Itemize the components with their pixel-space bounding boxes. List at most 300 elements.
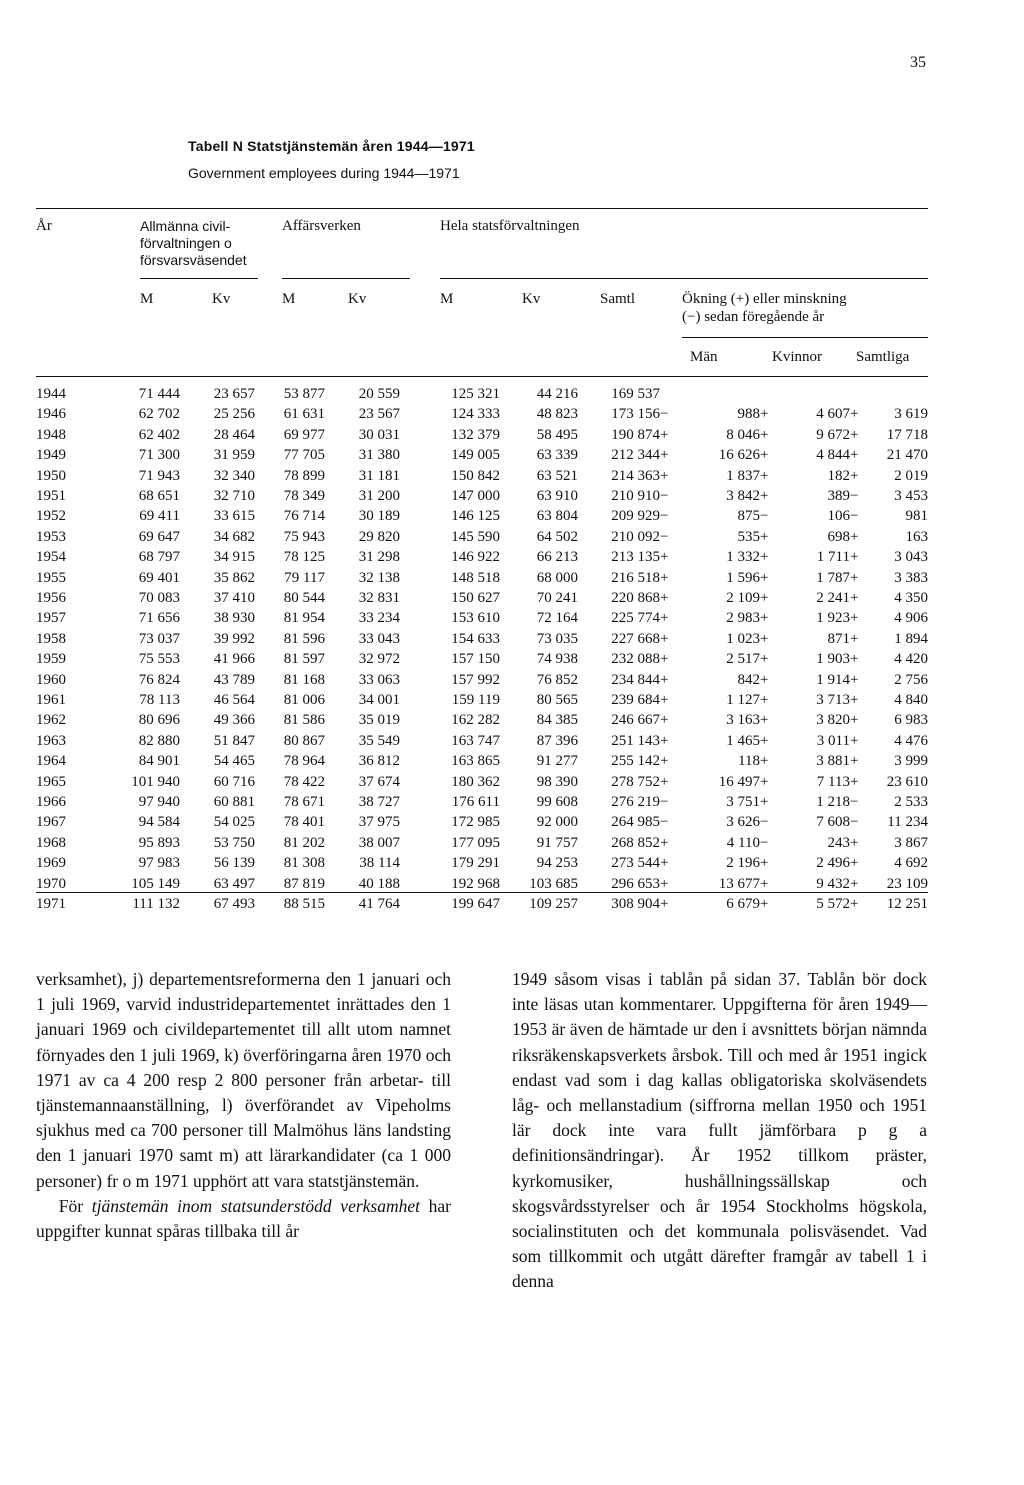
cell-year: 1949 bbox=[36, 447, 66, 464]
change-sign: + bbox=[850, 610, 859, 627]
change-value: 23 109 bbox=[886, 875, 928, 892]
cell-hs: 234 844 bbox=[611, 671, 660, 688]
change-sign: + bbox=[760, 630, 769, 647]
cell-am: 71 444 bbox=[138, 386, 180, 402]
cell-fm: 69 977 bbox=[283, 426, 325, 443]
change-sign: + bbox=[760, 569, 769, 586]
cell-cs bbox=[850, 876, 928, 893]
change-value: 988 bbox=[737, 406, 760, 423]
cell-ckv bbox=[760, 835, 850, 852]
cell-ckv bbox=[760, 814, 850, 831]
cell-akv: 25 256 bbox=[213, 406, 255, 423]
change-value: 1 596 bbox=[726, 569, 760, 586]
change-sign: + bbox=[660, 630, 669, 647]
change-value: 106 bbox=[827, 508, 850, 525]
cell-cm bbox=[660, 508, 760, 525]
table-row bbox=[0, 855, 1024, 875]
change-sign: + bbox=[660, 671, 669, 688]
header-year: År bbox=[36, 218, 52, 234]
cell-ckv bbox=[760, 488, 850, 505]
cell-am: 69 401 bbox=[138, 569, 180, 586]
header-bottom-rule bbox=[36, 376, 928, 377]
cell-hm: 145 590 bbox=[451, 528, 500, 545]
cell-fm: 61 631 bbox=[283, 406, 325, 423]
cell-fm: 81 168 bbox=[283, 671, 325, 688]
change-sign: + bbox=[660, 651, 669, 668]
cell-hs: 255 142 bbox=[611, 753, 660, 770]
cell-am: 78 113 bbox=[139, 692, 180, 708]
change-sign: − bbox=[850, 814, 859, 831]
group-affars-rule bbox=[282, 278, 410, 279]
change-value: 535 bbox=[737, 528, 760, 545]
change-sign: + bbox=[660, 610, 669, 627]
table-row bbox=[0, 427, 1024, 447]
cell-hs: 209 929 bbox=[611, 508, 660, 525]
cell-year: 1964 bbox=[36, 753, 66, 770]
cell-year: 1957 bbox=[36, 610, 66, 627]
change-value: 3 453 bbox=[894, 488, 928, 504]
cell-cs bbox=[850, 508, 928, 525]
cell-fkv: 32 831 bbox=[358, 590, 400, 606]
change-value: 3 163 bbox=[726, 712, 760, 729]
cell-cs bbox=[850, 631, 928, 648]
cell-hkv: 66 213 bbox=[536, 549, 578, 566]
cell-fm: 78 671 bbox=[283, 794, 325, 810]
cell-fm: 75 943 bbox=[283, 528, 325, 545]
cell-fm: 53 877 bbox=[283, 386, 325, 402]
cell-ckv bbox=[760, 406, 850, 423]
cell-ckv bbox=[760, 610, 850, 627]
table-subtitle: Government employees during 1944—1971 bbox=[188, 165, 460, 181]
cell-fkv: 31 181 bbox=[358, 467, 400, 484]
change-value: 4 420 bbox=[894, 651, 928, 668]
cell-akv: 60 881 bbox=[213, 794, 255, 810]
change-sign: + bbox=[850, 773, 859, 790]
cell-fm: 81 954 bbox=[283, 610, 325, 627]
cell-hs: 213 135 bbox=[611, 549, 660, 566]
cell-hs: 268 852 bbox=[611, 834, 660, 851]
cell-fm: 81 586 bbox=[283, 712, 325, 729]
cell-year: 1946 bbox=[36, 406, 66, 423]
cell-akv: 56 139 bbox=[213, 855, 255, 872]
change-sign: + bbox=[760, 794, 769, 810]
table-row bbox=[0, 447, 1024, 467]
table-row bbox=[0, 549, 1024, 569]
table-row bbox=[0, 876, 1024, 896]
change-sign: + bbox=[760, 651, 769, 668]
change-value: 16 626 bbox=[718, 447, 760, 464]
cell-cm bbox=[660, 692, 760, 709]
cell-ckv bbox=[760, 631, 850, 648]
cell-hm: 124 333 bbox=[451, 406, 500, 423]
change-sign: + bbox=[850, 753, 859, 770]
header-change-line: Ökning (+) eller minskning bbox=[682, 291, 847, 307]
cell-hkv: 68 000 bbox=[536, 569, 578, 586]
cell-year: 1952 bbox=[36, 508, 66, 525]
cell-hs: 227 668 bbox=[611, 630, 660, 647]
cell-am: 94 584 bbox=[138, 814, 180, 831]
cell-hs: 251 143 bbox=[611, 732, 660, 749]
cell-hkv: 80 565 bbox=[536, 692, 578, 708]
change-sign: + bbox=[760, 732, 769, 749]
cell-cm bbox=[660, 814, 760, 831]
cell-fkv: 36 812 bbox=[358, 753, 400, 770]
change-sign: + bbox=[760, 692, 769, 708]
change-value: 1 465 bbox=[726, 732, 760, 749]
change-value: 981 bbox=[905, 508, 928, 525]
cell-hkv: 103 685 bbox=[529, 875, 578, 892]
cell-hm: 149 005 bbox=[451, 447, 500, 464]
cell-hm: 146 922 bbox=[451, 549, 500, 566]
cell-cs bbox=[850, 488, 928, 505]
cell-akv: 32 710 bbox=[213, 488, 255, 504]
cell-am: 68 651 bbox=[138, 488, 180, 504]
change-sign: + bbox=[660, 855, 669, 872]
cell-am: 84 901 bbox=[138, 753, 180, 770]
cell-fm: 81 006 bbox=[283, 692, 325, 708]
italic-phrase: tjänstemän inom statsunderstödd verksamhet bbox=[91, 1195, 420, 1216]
change-value: 2 496 bbox=[816, 855, 850, 872]
change-sign: + bbox=[660, 732, 669, 749]
cell-hm: 163 747 bbox=[451, 732, 500, 749]
cell-cs bbox=[850, 672, 928, 689]
cell-fkv: 38 007 bbox=[358, 834, 400, 851]
cell-year: 1955 bbox=[36, 569, 66, 586]
cell-akv: 38 930 bbox=[213, 610, 255, 627]
cell-cs bbox=[850, 447, 928, 464]
cell-hm: 172 985 bbox=[451, 814, 500, 831]
cell-ckv bbox=[760, 549, 850, 566]
table-row bbox=[0, 590, 1024, 610]
cell-hkv: 76 852 bbox=[536, 671, 578, 688]
cell-cm bbox=[660, 549, 760, 566]
cell-akv: 60 716 bbox=[213, 773, 255, 790]
cell-hm: 148 518 bbox=[451, 569, 500, 586]
cell-cs bbox=[850, 529, 928, 546]
change-value: 2 533 bbox=[894, 794, 928, 810]
cell-hs: 169 537 bbox=[611, 386, 660, 402]
cell-akv: 28 464 bbox=[213, 426, 255, 443]
cell-hm: 159 119 bbox=[451, 692, 500, 708]
change-value: 3 043 bbox=[894, 549, 928, 566]
change-value: 1 023 bbox=[726, 630, 760, 647]
cell-am: 82 880 bbox=[138, 732, 180, 749]
cell-cm bbox=[660, 610, 760, 627]
change-sign: + bbox=[760, 426, 769, 443]
group-hela-rule bbox=[440, 278, 928, 279]
change-sign: + bbox=[850, 406, 859, 423]
cell-fkv: 38 114 bbox=[359, 855, 400, 872]
cell-fkv: 37 975 bbox=[358, 814, 400, 831]
cell-year: 1960 bbox=[36, 671, 66, 688]
table-row bbox=[0, 610, 1024, 630]
cell-cs bbox=[850, 712, 928, 729]
header-group-affars: Affärsverken bbox=[282, 218, 361, 234]
cell-hkv: 98 390 bbox=[536, 773, 578, 790]
change-value: 1 787 bbox=[816, 569, 850, 586]
cell-year: 1950 bbox=[36, 467, 66, 484]
cell-ckv bbox=[760, 794, 850, 811]
change-sign: − bbox=[760, 814, 769, 831]
change-sign: + bbox=[660, 692, 669, 708]
change-value: 243 bbox=[827, 834, 850, 851]
change-value: 3 999 bbox=[894, 753, 928, 770]
header-civil-m: M bbox=[140, 291, 154, 307]
cell-year: 1962 bbox=[36, 712, 66, 729]
cell-year: 1956 bbox=[36, 590, 66, 606]
cell-hs: 216 518 bbox=[611, 569, 660, 586]
cell-year: 1948 bbox=[36, 426, 66, 443]
change-sign: + bbox=[760, 610, 769, 627]
cell-cm bbox=[660, 855, 760, 872]
change-sign: + bbox=[760, 855, 769, 872]
cell-hkv: 94 253 bbox=[536, 855, 578, 872]
change-value: 13 677 bbox=[718, 875, 760, 892]
cell-cm bbox=[660, 794, 760, 811]
change-value: 2 019 bbox=[894, 467, 928, 484]
cell-akv: 34 682 bbox=[213, 528, 255, 545]
change-sign: + bbox=[660, 467, 669, 484]
change-value: 118 bbox=[738, 753, 760, 770]
cell-year: 1971 bbox=[36, 896, 66, 912]
change-sign: − bbox=[660, 406, 669, 423]
cell-fkv: 40 188 bbox=[358, 875, 400, 892]
cell-hm: 153 610 bbox=[451, 610, 500, 627]
cell-hkv: 99 608 bbox=[536, 794, 578, 810]
cell-am: 70 083 bbox=[138, 590, 180, 606]
change-sign: − bbox=[760, 508, 769, 525]
cell-ckv bbox=[760, 590, 850, 607]
change-value: 16 497 bbox=[718, 773, 760, 790]
change-sign: + bbox=[660, 896, 669, 912]
cell-hm: 154 633 bbox=[451, 630, 500, 647]
cell-hkv: 92 000 bbox=[536, 814, 578, 831]
cell-cs bbox=[850, 814, 928, 831]
change-value: 4 350 bbox=[894, 590, 928, 606]
cell-fm: 76 714 bbox=[283, 508, 325, 525]
paragraph bbox=[36, 1194, 451, 1244]
cell-cm bbox=[660, 733, 760, 750]
cell-hm: 146 125 bbox=[451, 508, 500, 525]
cell-fm: 80 867 bbox=[283, 732, 325, 749]
cell-hm: 163 865 bbox=[451, 753, 500, 770]
change-value: 2 756 bbox=[894, 671, 928, 688]
change-value: 7 608 bbox=[816, 814, 850, 831]
change-sign: + bbox=[850, 855, 859, 872]
cell-hs: 212 344 bbox=[611, 447, 660, 464]
cell-year: 1966 bbox=[36, 794, 66, 810]
page-number: 35 bbox=[910, 54, 926, 71]
cell-am: 62 702 bbox=[138, 406, 180, 423]
cell-fm: 77 705 bbox=[283, 447, 325, 464]
table-row bbox=[0, 774, 1024, 794]
header-group-civil-line: försvarsväsendet bbox=[140, 252, 247, 268]
cell-ckv bbox=[760, 774, 850, 791]
cell-hkv: 91 757 bbox=[536, 834, 578, 851]
change-sign: + bbox=[760, 488, 769, 504]
change-value: 1 894 bbox=[894, 630, 928, 647]
cell-fm: 80 544 bbox=[283, 590, 325, 606]
change-sign: + bbox=[850, 569, 859, 586]
change-sign: + bbox=[760, 896, 769, 912]
cell-cm bbox=[660, 672, 760, 689]
cell-cs bbox=[850, 794, 928, 811]
change-sign: − bbox=[760, 834, 769, 851]
change-value: 3 842 bbox=[726, 488, 760, 504]
change-sign: + bbox=[850, 549, 859, 566]
cell-cm bbox=[660, 447, 760, 464]
cell-hkv: 91 277 bbox=[536, 753, 578, 770]
cell-year: 1953 bbox=[36, 528, 66, 545]
cell-hm: 177 095 bbox=[451, 834, 500, 851]
change-value: 4 110 bbox=[726, 834, 760, 851]
cell-cm bbox=[660, 896, 760, 913]
paragraph-text: För bbox=[58, 1195, 92, 1216]
cell-akv: 54 465 bbox=[213, 753, 255, 770]
table-row bbox=[0, 386, 1024, 406]
cell-fkv: 31 380 bbox=[358, 447, 400, 464]
change-value: 3 011 bbox=[816, 732, 850, 749]
change-sign: + bbox=[760, 406, 769, 423]
cell-akv: 32 340 bbox=[213, 467, 255, 484]
cell-hm: 157 992 bbox=[451, 671, 500, 688]
table-row bbox=[0, 529, 1024, 549]
group-civil-rule bbox=[140, 278, 258, 279]
change-value: 1 218 bbox=[816, 794, 850, 810]
cell-cs bbox=[850, 549, 928, 566]
change-sign: + bbox=[760, 875, 769, 892]
change-value: 6 983 bbox=[894, 712, 928, 729]
cell-cs bbox=[850, 896, 928, 913]
table-title: Tabell N Statstjänstemän åren 1944—1971 bbox=[188, 138, 475, 154]
table-row bbox=[0, 672, 1024, 692]
cell-cs bbox=[850, 427, 928, 444]
cell-fkv: 32 972 bbox=[358, 651, 400, 668]
change-value: 698 bbox=[827, 528, 850, 545]
cell-hkv: 48 823 bbox=[536, 406, 578, 423]
cell-hs: 276 219 bbox=[611, 794, 660, 810]
cell-akv: 34 915 bbox=[213, 549, 255, 566]
cell-fm: 88 515 bbox=[283, 896, 325, 912]
cell-akv: 67 493 bbox=[213, 896, 255, 912]
cell-hs: 214 363 bbox=[611, 467, 660, 484]
cell-cm bbox=[660, 876, 760, 893]
change-value: 4 607 bbox=[816, 406, 850, 423]
change-value: 2 109 bbox=[726, 590, 760, 606]
header-group-hela: Hela statsförvaltningen bbox=[440, 218, 580, 234]
cell-fkv: 32 138 bbox=[358, 569, 400, 586]
cell-am: 62 402 bbox=[138, 426, 180, 443]
cell-am: 71 943 bbox=[138, 467, 180, 484]
table-row bbox=[0, 814, 1024, 834]
change-value: 2 517 bbox=[726, 651, 760, 668]
cell-akv: 37 410 bbox=[213, 590, 255, 606]
change-value: 4 692 bbox=[894, 855, 928, 872]
cell-cs bbox=[850, 590, 928, 607]
cell-fkv: 37 674 bbox=[358, 773, 400, 790]
cell-hs: 190 874 bbox=[611, 426, 660, 443]
cell-am: 68 797 bbox=[138, 549, 180, 566]
cell-hs: 246 667 bbox=[611, 712, 660, 729]
change-sign: + bbox=[850, 528, 859, 545]
cell-fkv: 33 043 bbox=[358, 630, 400, 647]
change-value: 4 844 bbox=[816, 447, 850, 464]
cell-hm: 125 321 bbox=[451, 386, 500, 402]
change-sign: + bbox=[660, 426, 669, 443]
change-sign: + bbox=[760, 671, 769, 688]
cell-ckv bbox=[760, 651, 850, 668]
change-value: 11 234 bbox=[887, 814, 928, 831]
header-change-kvinnor: Kvinnor bbox=[772, 349, 822, 365]
change-value: 7 113 bbox=[816, 773, 850, 790]
cell-year: 1963 bbox=[36, 732, 66, 749]
header-change-samtliga: Samtliga bbox=[856, 349, 910, 365]
cell-cm bbox=[660, 774, 760, 791]
change-sign: + bbox=[850, 590, 859, 606]
cell-cs bbox=[850, 855, 928, 872]
change-value: 4 906 bbox=[894, 610, 928, 627]
cell-hs: 308 904 bbox=[611, 896, 660, 912]
cell-am: 80 696 bbox=[138, 712, 180, 729]
cell-fm: 81 202 bbox=[283, 834, 325, 851]
paragraph-text: har uppgifter kunnat spåras tillbaka till år bbox=[36, 1195, 451, 1242]
table-row bbox=[0, 896, 1024, 916]
body-text-left-column bbox=[36, 967, 451, 1244]
cell-am: 76 824 bbox=[138, 671, 180, 688]
cell-hs: 210 910 bbox=[611, 488, 660, 504]
change-value: 842 bbox=[737, 671, 760, 688]
change-value: 5 572 bbox=[816, 896, 850, 912]
cell-hs: 173 156 bbox=[611, 406, 660, 423]
cell-hkv: 58 495 bbox=[536, 426, 578, 443]
cell-am: 73 037 bbox=[138, 630, 180, 647]
cell-hm: 199 647 bbox=[451, 896, 500, 912]
cell-fm: 78 125 bbox=[283, 549, 325, 566]
change-sign: + bbox=[850, 467, 859, 484]
change-sign: + bbox=[660, 753, 669, 770]
change-sign: + bbox=[850, 875, 859, 892]
change-value: 3 383 bbox=[894, 569, 928, 586]
change-sign: + bbox=[850, 447, 859, 464]
cell-hkv: 73 035 bbox=[536, 630, 578, 647]
change-value: 3 867 bbox=[894, 834, 928, 851]
change-value: 3 713 bbox=[816, 692, 850, 708]
cell-cm bbox=[660, 753, 760, 770]
table-row bbox=[0, 468, 1024, 488]
cell-am: 75 553 bbox=[138, 651, 180, 668]
header-hela-samtl: Samtl bbox=[600, 291, 636, 307]
change-value: 3 619 bbox=[894, 406, 928, 423]
cell-fkv: 41 764 bbox=[358, 896, 400, 912]
cell-fkv: 35 549 bbox=[358, 732, 400, 749]
change-sign: + bbox=[660, 590, 669, 606]
cell-fkv: 30 189 bbox=[358, 508, 400, 525]
change-value: 1 903 bbox=[816, 651, 850, 668]
cell-fm: 87 819 bbox=[283, 875, 325, 892]
change-sign: + bbox=[660, 447, 669, 464]
cell-cs bbox=[850, 406, 928, 423]
change-value: 9 672 bbox=[816, 426, 850, 443]
change-value: 875 bbox=[737, 508, 760, 525]
cell-hs: 210 092 bbox=[611, 528, 660, 545]
table-row bbox=[0, 488, 1024, 508]
cell-year: 1961 bbox=[36, 692, 66, 708]
cell-hkv: 44 216 bbox=[536, 386, 578, 402]
change-sign: + bbox=[660, 569, 669, 586]
change-sign: − bbox=[660, 488, 669, 504]
change-sign: + bbox=[660, 834, 669, 851]
cell-hs: 296 653 bbox=[611, 875, 660, 892]
